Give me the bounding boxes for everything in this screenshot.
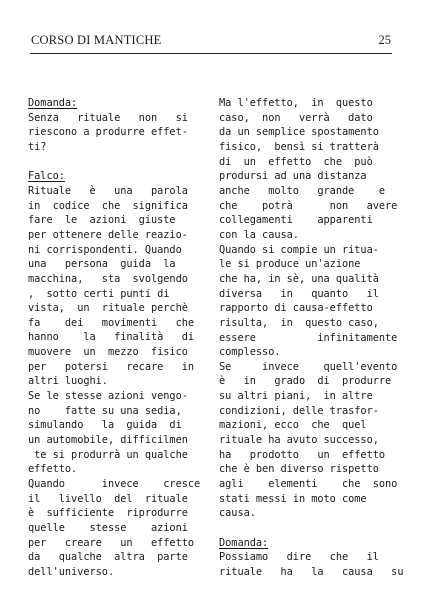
text-line: mazioni, ecco che quel <box>219 419 367 432</box>
text-line: Se invece quell'evento <box>219 360 398 373</box>
text-line: una persona guida la <box>28 258 176 271</box>
text-line: ti? <box>28 140 47 153</box>
text-line: di un effetto che può <box>219 155 373 168</box>
text-line: agli elementi che sono <box>219 478 398 491</box>
text-line: in codice che significa <box>28 199 188 212</box>
text-line: il livello del rituale <box>28 492 188 505</box>
text-line: Rituale è una parola <box>28 184 188 197</box>
text-line: su altri piani, in altre <box>219 390 373 403</box>
text-line: caso, non verrà dato <box>219 111 373 124</box>
page-number: 25 <box>378 33 391 47</box>
text-line: è in grado di produrre <box>219 375 392 388</box>
text-line: le si produce un'azione <box>219 258 361 271</box>
text-line: vista, un rituale perchè <box>28 302 188 315</box>
text-line: risulta, in questo caso, <box>219 316 379 329</box>
text-line: da un semplice spostamento <box>219 126 379 139</box>
text-line: rituale ha avuto successo, <box>219 434 379 447</box>
text-line: ha prodotto un effetto <box>219 448 386 461</box>
text-line: fa dei movimenti che <box>28 316 195 329</box>
text-line: Quando invece cresce <box>28 478 201 491</box>
text-line: che ha, in sè, una qualità <box>219 272 379 285</box>
header-rule <box>30 53 392 54</box>
right-column <box>219 96 404 580</box>
text-line: diversa in quanto il <box>219 287 379 300</box>
text-line: ni corrispondenti. Quando <box>28 243 182 256</box>
text-line: , sotto certi punti di <box>28 287 170 300</box>
text-line: rituale ha la causa su <box>219 565 404 578</box>
text-line: Senza rituale non si <box>28 111 188 124</box>
text-line: essere infinitamente <box>219 331 398 344</box>
text-line: macchina, sta svolgendo <box>28 272 188 285</box>
text-line: fare le azioni giuste <box>28 214 176 227</box>
text-line: per potersi recare in <box>28 360 195 373</box>
text-line: muovere un mezzo fisico <box>28 346 188 359</box>
text-line: quelle stesse azioni <box>28 522 188 535</box>
text-line: un automobile, difficilmen <box>28 434 188 447</box>
text-line: effetto. <box>28 463 78 476</box>
text-line: Ma l'effetto, in questo <box>219 97 373 109</box>
text-line: Se le stesse azioni vengo- <box>28 390 188 403</box>
speaker-label: Domanda: <box>28 97 78 109</box>
book-title: CORSO DI MANTICHE <box>31 33 162 47</box>
text-line: è sufficiente riprodurre <box>28 507 188 520</box>
text-line: riescono a produrre effet- <box>28 126 188 139</box>
text-line: complesso. <box>219 346 281 359</box>
text-line: anche molto grande e <box>219 184 386 197</box>
running-header <box>31 33 391 53</box>
text-line: con la causa. <box>219 228 299 241</box>
text-line: rapporto di causa-effetto <box>219 302 373 315</box>
text-line: te si produrrà un qualche <box>28 448 188 461</box>
text-line: Possiamo dire che il <box>219 551 379 564</box>
text-line: per ottenere delle reazio- <box>28 228 188 241</box>
speaker-label: Falco: <box>28 170 65 183</box>
text-line: da qualche altra parte <box>28 551 188 564</box>
text-line: prodursi ad una distanza <box>219 170 367 183</box>
paragraph-gap <box>28 155 206 170</box>
text-line: no fatte su una sedia, <box>28 404 182 417</box>
text-line: Quando si compie un ritua- <box>219 243 379 256</box>
text-line: stati messi in moto come <box>219 492 367 505</box>
text-line: simulando la guida di <box>28 419 182 432</box>
text-line: collegamenti apparenti <box>219 214 373 227</box>
text-line: dell'universo. <box>28 565 115 578</box>
paragraph-gap <box>219 521 397 536</box>
text-line: condizioni, delle trasfor- <box>219 404 379 417</box>
text-line: fisico, bensì si tratterà <box>219 140 379 153</box>
text-line: hanno la finalità di <box>28 331 195 344</box>
text-line: altri luoghi. <box>28 375 108 388</box>
text-line: per creare un effetto <box>28 536 195 549</box>
left-column <box>28 96 206 580</box>
speaker-label: Domanda: <box>219 536 269 549</box>
text-line: che potrà non avere <box>219 199 398 212</box>
text-line: causa. <box>219 507 256 520</box>
text-line: che è ben diverso rispetto <box>219 463 379 476</box>
